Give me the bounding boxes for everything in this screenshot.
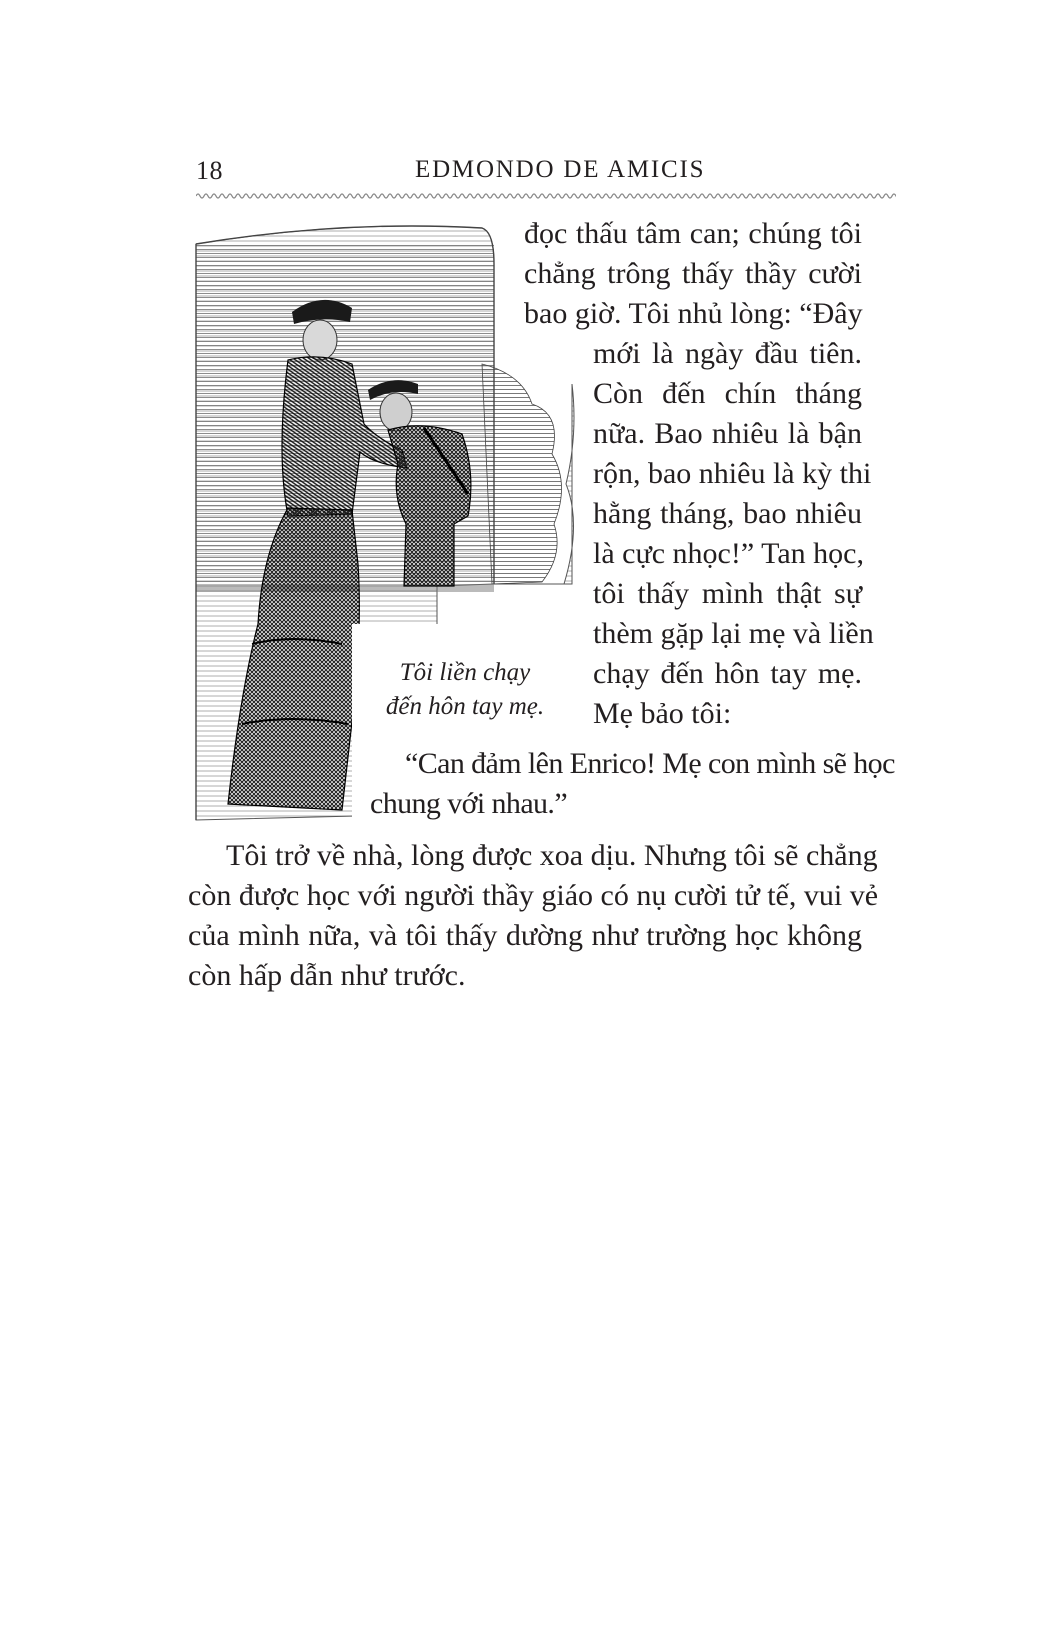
running-header — [196, 150, 896, 190]
body-line: Mẹ bảo tôi: — [593, 697, 732, 730]
running-head-title: EDMONDO DE AMICIS — [415, 156, 706, 183]
body-line: chẳng trông thấy thầy cười — [524, 257, 862, 290]
body-line: Còn đến chín tháng — [593, 377, 862, 410]
caption-line: đến hôn tay mẹ. — [385, 693, 545, 720]
body-line: rộn, bao nhiêu là kỳ thi — [593, 457, 872, 490]
caption-line: Tôi liền chạy — [399, 659, 531, 686]
body-line: mới là ngày đầu tiên. — [593, 337, 862, 370]
header-rule — [196, 190, 896, 202]
body-line: là cực nhọc!” Tan học, — [593, 537, 864, 570]
body-line: chạy đến hôn tay mẹ. — [593, 657, 862, 690]
body-line: đọc thấu tâm can; chúng tôi — [524, 217, 862, 250]
body-line: tôi thấy mình thật sự — [593, 577, 862, 610]
paragraph-line: của mình nữa, và tôi thấy dường như trường học không — [188, 919, 862, 952]
body-line: hằng tháng, bao nhiêu — [593, 497, 862, 530]
paragraph-line: còn được học với người thầy giáo có nụ cười tử tế, vui vẻ — [188, 879, 879, 912]
figure-caption — [360, 656, 570, 724]
paragraph-line: còn hấp dẫn như trước. — [188, 959, 466, 992]
quote-line: chung với nhau.” — [370, 787, 568, 820]
body-line: bao giờ. Tôi nhủ lòng: “Đây — [524, 297, 863, 330]
body-line: nữa. Bao nhiêu là bận — [593, 417, 862, 450]
paragraph-line: Tôi trở về nhà, lòng được xoa dịu. Nhưng tôi sẽ chẳng — [226, 839, 878, 872]
page-number: 18 — [196, 156, 223, 185]
body-line: thèm gặp lại mẹ và liền — [593, 617, 874, 650]
quote-line: “Can đảm lên Enrico! Mẹ con mình sẽ học — [405, 747, 895, 780]
